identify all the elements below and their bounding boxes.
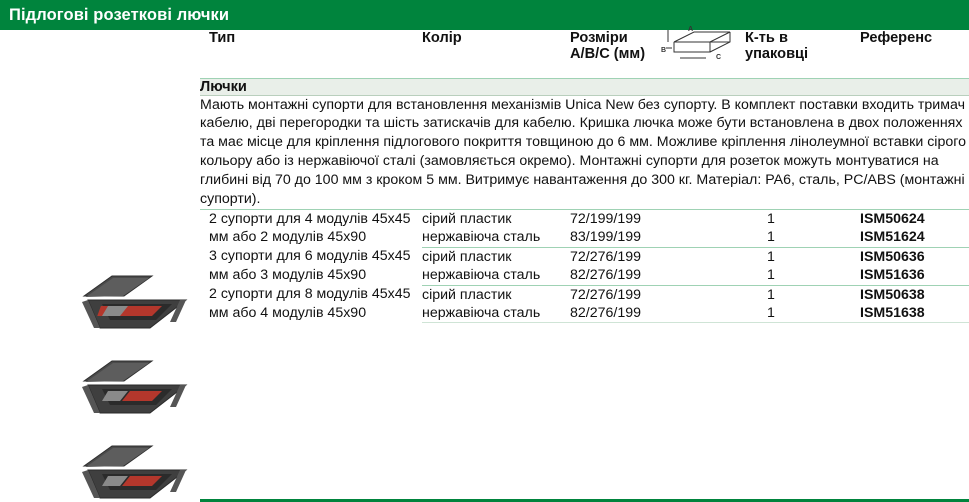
cell-color: сірий пластик: [422, 248, 512, 265]
cell-reference[interactable]: ISM51636: [860, 266, 969, 285]
cell-quantity: 1: [767, 248, 775, 265]
section-description: Мають монтажні супорти для встановлення механізмів Unica New без супорту. В комплект поставки входить тримач кабелю, дві перегородки та шість затискачів для кабелю. Кришка лючка може бути встановлена в двох положеннях та має місце для кріплення підлогового покриття товщиною до 6 мм. Можливе кріплення лінолеумної вставки сірого кольору або із нержавіючої сталі (замовляється окремо). Монтажні супорти для розеток можуть монтуватися на глибині від 70 до 100 мм з кроком 5 мм. Витримує навантаження до 300 кг. Матеріал: PA6, сталь, PC/ABS (монтажні супорти).: [200, 95, 969, 209]
cell-quantity: 1: [767, 286, 775, 303]
cell-quantity: 1: [745, 304, 860, 323]
table-row[interactable]: [200, 285, 969, 304]
cell-color: нержавіюча сталь: [422, 304, 570, 323]
cell-reference[interactable]: ISM51624: [860, 228, 969, 247]
product-image-floor-box-6-modules: [78, 355, 196, 421]
column-header-color: Колір: [422, 30, 570, 78]
column-header-quantity-line2: упаковці: [745, 46, 809, 62]
diagram-label-a: A: [688, 26, 694, 33]
page-title: Підлогові розеткові лючки: [9, 5, 230, 24]
cell-reference[interactable]: ISM51638: [860, 304, 969, 323]
description-row: [200, 95, 969, 209]
cell-quantity: 1: [745, 228, 860, 247]
cell-size: 82/276/199: [570, 304, 745, 323]
column-header-size-line1: Розміри: [570, 30, 628, 46]
cell-type: 3 супорти для 6 модулів 45х45 мм або 3 модулів 45х90: [209, 248, 411, 283]
table-row[interactable]: [200, 247, 969, 266]
cell-size: 72/276/199: [570, 286, 642, 303]
cell-quantity: 1: [745, 266, 860, 285]
table-header-row: [200, 30, 969, 78]
product-image-floor-box-4-modules: [78, 270, 196, 336]
diagram-label-b: B: [661, 47, 667, 54]
cell-size: 72/199/199: [570, 210, 642, 227]
column-header-type: Тип: [200, 30, 422, 78]
section-title: Лючки: [200, 78, 969, 95]
column-header-size: [570, 26, 745, 78]
cell-size: 83/199/199: [570, 228, 745, 247]
column-header-reference: Референс: [860, 30, 969, 78]
cell-type: 2 супорти для 4 модулів 45х45 мм або 2 модулів 45х90: [209, 210, 411, 246]
cell-quantity: 1: [767, 210, 775, 227]
product-image-floor-box-8-modules: [78, 440, 196, 502]
section-title-row: [200, 78, 969, 95]
cell-color: сірий пластик: [422, 210, 512, 227]
cell-reference[interactable]: ISM50636: [860, 248, 925, 265]
content-area: [0, 26, 969, 502]
box-dimensions-diagram: [660, 26, 738, 70]
product-table: [200, 26, 969, 323]
cell-type: 2 супорти для 8 модулів 45х45 мм або 4 модулів 45х90: [209, 286, 411, 321]
cell-size: 82/276/199: [570, 266, 745, 285]
table-row[interactable]: [200, 209, 969, 228]
cell-color: нержавіюча сталь: [422, 228, 570, 247]
product-image-column: [0, 30, 200, 502]
column-header-size-line2: А/В/С (мм): [570, 46, 646, 62]
cell-color: нержавіюча сталь: [422, 266, 570, 285]
column-header-quantity-line1: К-ть в: [745, 30, 788, 46]
cell-color: сірий пластик: [422, 286, 512, 303]
cell-reference[interactable]: ISM50638: [860, 286, 925, 303]
diagram-label-c: C: [716, 54, 722, 61]
cell-size: 72/276/199: [570, 248, 642, 265]
cell-reference[interactable]: ISM50624: [860, 210, 925, 227]
column-header-quantity: [745, 30, 860, 78]
page-title-bar: [0, 0, 969, 30]
